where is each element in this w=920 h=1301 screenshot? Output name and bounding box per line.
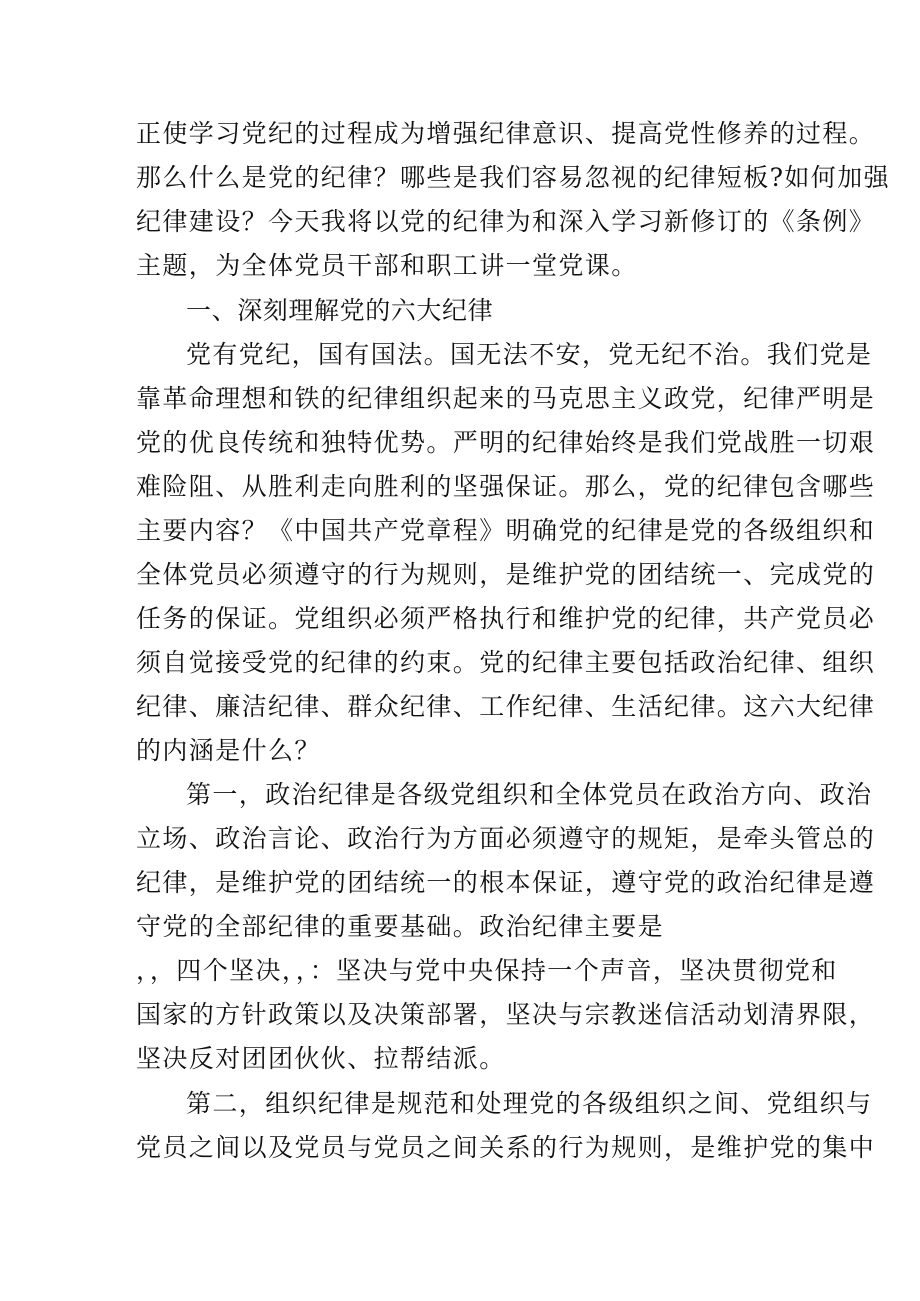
paragraph-line: 党的优良传统和独特优势。严明的纪律始终是我们党战胜一切艰 bbox=[136, 428, 876, 457]
paragraph-line: 立场、政治言论、政治行为方面必须遵守的规矩，是牵头管总的 bbox=[136, 824, 876, 853]
paragraph-line: 那么什么是党的纪律？哪些是我们容易忽视的纪律短板?如何加强 bbox=[136, 163, 891, 192]
paragraph-line: 主要内容？《中国共产党章程》明确党的纪律是党的各级组织和 bbox=[136, 516, 876, 545]
paragraph-line: 主题，为全体党员干部和职工讲一堂党课。 bbox=[136, 251, 638, 280]
paragraph-line: 正使学习党纪的过程成为增强纪律意识、提高党性修养的过程。 bbox=[136, 119, 876, 148]
paragraph-line: 第一，政治纪律是各级党组织和全体党员在政治方向、政治 bbox=[186, 780, 873, 809]
paragraph-line: 全体党员必须遵守的行为规则，是维护党的团结统一、完成党的 bbox=[136, 560, 876, 589]
paragraph-line: 坚决反对团团伙伙、拉帮结派。 bbox=[136, 1044, 506, 1073]
paragraph-line: 第二，组织纪律是规范和处理党的各级组织之间、党组织与 bbox=[186, 1089, 873, 1118]
paragraph-line: 党有党纪，国有国法。国无法不安，党无纪不治。我们党是 bbox=[186, 340, 873, 369]
paragraph-line: 纪律建设？今天我将以党的纪律为和深入学习新修订的《条例》 bbox=[136, 207, 876, 236]
paragraph-line: 的内涵是什么？ bbox=[136, 736, 321, 765]
paragraph-line: ，，四个坚决，，：坚决与党中央保持一个声音，坚决贯彻党和 bbox=[136, 956, 838, 985]
paragraph-line: 纪律、廉洁纪律、群众纪律、工作纪律、生活纪律。这六大纪律 bbox=[136, 692, 876, 721]
paragraph-line: 党员之间以及党员与党员之间关系的行为规则，是维护党的集中 bbox=[136, 1133, 876, 1162]
paragraph-line: 靠革命理想和铁的纪律组织起来的马克思主义政党，纪律严明是 bbox=[136, 384, 876, 413]
paragraph-line: 任务的保证。党组织必须严格执行和维护党的纪律，共产党员必 bbox=[136, 604, 876, 633]
paragraph-line: 纪律，是维护党的团结统一的根本保证，遵守党的政治纪律是遵 bbox=[136, 868, 876, 897]
section-heading: 一、深刻理解党的六大纪律 bbox=[186, 296, 494, 325]
paragraph-line: 国家的方针政策以及决策部署，坚决与宗教迷信活动划清界限， bbox=[136, 1000, 876, 1029]
paragraph-line: 须自觉接受党的纪律的约束。党的纪律主要包括政治纪律、组织 bbox=[136, 648, 876, 677]
paragraph-line: 守党的全部纪律的重要基础。政治纪律主要是 bbox=[136, 912, 665, 941]
paragraph-line: 难险阻、从胜利走向胜利的坚强保证。那么，党的纪律包含哪些 bbox=[136, 472, 876, 501]
